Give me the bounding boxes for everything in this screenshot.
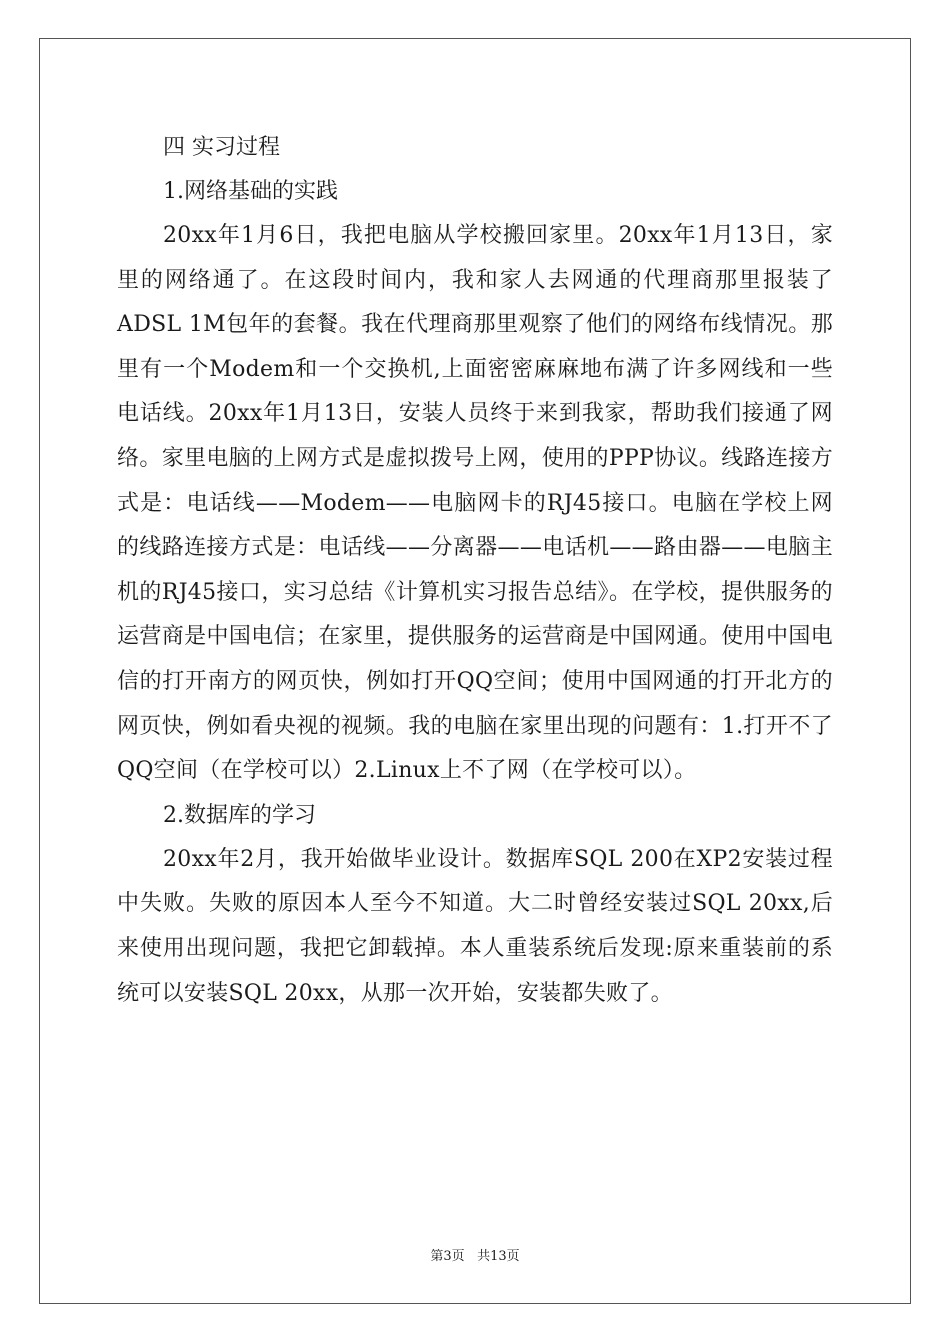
subsection-title-database: 2.数据库的学习 (163, 802, 316, 828)
document-body (117, 126, 833, 1016)
page-footer (0, 1248, 950, 1266)
page-total: 共13页 (477, 1249, 520, 1264)
section-title: 四 实习过程 (163, 135, 280, 160)
page-number: 第3页 (430, 1249, 465, 1264)
subsection-title-network: 1.网络基础的实践 (163, 179, 338, 204)
paragraph-database: 20xx年2月，我开始做毕业设计。数据库SQL 200在XP2安装过程中失败。失败的原因本人至今不知道。大二时曾经安装过SQL 20xx,后来使用出现问题，我把它卸载掉。本人重装系统后发现:原来重装前的系统可以安装SQL 20xx，从那一次开始，安装都失败了。 (117, 846, 833, 1006)
paragraph-network: 20xx年1月6日，我把电脑从学校搬回家里。20xx年1月13日，家里的网络通了。在这段时间内，我和家人去网通的代理商那里报装了ADSL 1M包年的套餐。我在代理商那里观察了他们的网络布线情况。那里有一个Modem和一个交换机,上面密密麻麻地布满了许多网线和一些电话线。20xx年1月13日，安装人员终于来到我家，帮助我们接通了网络。家里电脑的上网方式是虚拟拨号上网，使用的PPP协议。线路连接方式是：电话线——Modem——电脑网卡的RJ45接口。电脑在学校上网的线路连接方式是：电话线——分离器——电话机——路由器——电脑主机的RJ45接口，实习总结《计算机实习报告总结》。在学校，提供服务的运营商是中国电信；在家里，提供服务的运营商是中国网通。使用中国电信的打开南方的网页快，例如打开QQ空间；使用中国网通的打开北方的网页快，例如看央视的视频。我的电脑在家里出现的问题有：1.打开不了QQ空间（在学校可以）2.Linux上不了网（在学校可以）。 (117, 223, 833, 784)
